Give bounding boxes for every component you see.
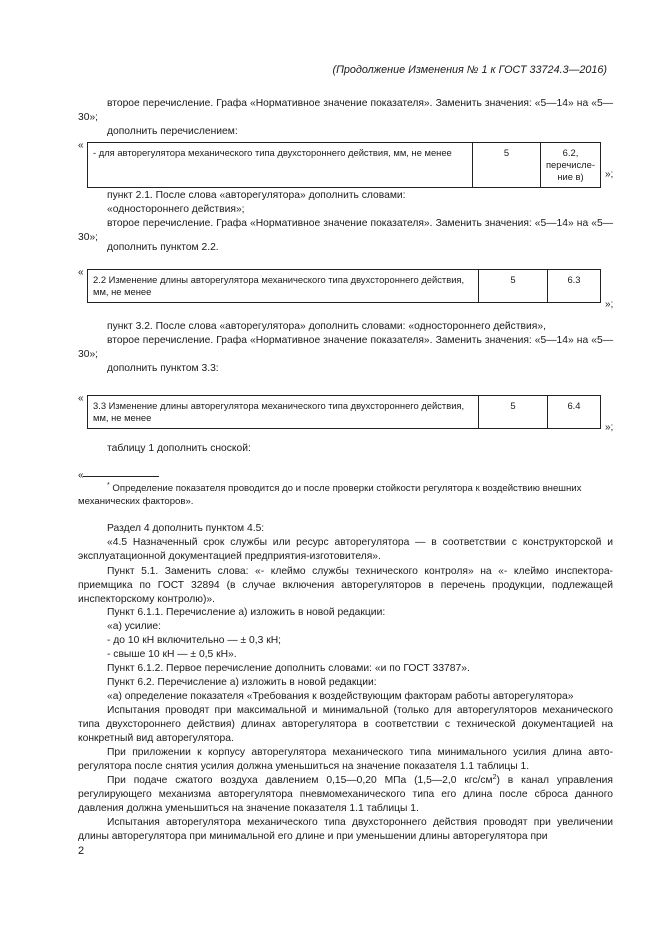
table-cell-ref: 6.3 [548, 270, 601, 303]
paragraph-add-clause-3-3: дополнить пунктом 3.3: [107, 363, 219, 374]
paragraph-min-force: При приложении к корпусу авторегулятора механического типа минимального усилия длина авторегулятора после снятия усилия должна уменьшиться на значение показателя 1.1 таблицы 1. [78, 747, 613, 772]
page-number: 2 [78, 845, 85, 857]
paragraph-force: «а) усилие: [107, 621, 162, 632]
footnote-mark: * [107, 482, 110, 489]
quote-close-2: »; [605, 299, 614, 310]
superscript-2: 2 [492, 774, 497, 781]
paragraph-force-over-10kn: - свыше 10 кН — ± 0,5 кН». [107, 649, 237, 660]
table-cell-name: 2.2 Изменение длины авторегулятора механического типа двухстороннего действия, мм, не менее [88, 270, 479, 303]
footnote [78, 479, 613, 508]
table-cell-value: 5 [472, 143, 540, 188]
quote-open-1: « [78, 140, 84, 151]
table-cell-name: 3.3 Изменение длины авторегулятора механического типа двухстороннего действия, мм, не менее [88, 396, 479, 429]
paragraph-add-clause-2-2: дополнить пунктом 2.2. [107, 242, 219, 253]
paragraph-second-enumeration-3: второе перечисление. Графа «Нормативное значение показателя». Заменить значения: «5—14» на «5—30»; [78, 335, 613, 360]
paragraph-clause-2-1: пункт 2.1. После слова «авторегулятора» дополнить словами: [107, 190, 406, 201]
paragraph-force-10kn: - до 10 кН включительно — ± 0,3 кН; [107, 635, 281, 646]
table-cell-value: 5 [479, 270, 548, 303]
paragraph-clause-4-5: «4.5 Назначенный срок службы или ресурс авторегулятора — в соответствии с конструкторской и эксплуатационной документацией предприятия-изготовителя». [78, 537, 613, 562]
compressed-air-text-1: При подаче сжатого воздуха давлением 0,15—0,20 МПа (1,5—2,0 кгс/см [107, 775, 493, 786]
running-header: (Продолжение Изменения № 1 к ГОСТ 33724.3—2016) [332, 64, 607, 76]
quote-close-1: »; [605, 169, 614, 180]
compressed-air-text-2: ) в канал управления регулирующего механизма авторегулятора пневмомеханического типа его длина после сброса данного давления должна уменьшиться на значение показателя 1.1 таблицы 1. [78, 775, 613, 814]
table-row [88, 396, 601, 429]
footnote-text: Определение показателя проводится до и после проверки стойкости регулятора к воздействию внешних механических факторов». [78, 483, 582, 507]
paragraph-clause-6-1-2: Пункт 6.1.2. Первое перечисление дополнить словами: «и по ГОСТ 33787». [107, 663, 470, 674]
quote-open-2: « [78, 267, 84, 278]
amendment-table-2 [87, 269, 601, 303]
quote-open-3: « [78, 393, 84, 404]
quote-close-3: »; [605, 422, 614, 433]
footnote-quote: « [78, 470, 84, 481]
table-cell-name: - для авторегулятора механического типа двухстороннего действия, мм, не менее [88, 143, 473, 188]
footnote-divider [83, 476, 159, 477]
table-cell-value: 5 [479, 396, 548, 429]
table-cell-ref: 6.2, перечисление в) [540, 143, 600, 188]
paragraph-second-enumeration-2: второе перечисление. Графа «Нормативное значение показателя». Заменить значения: «5—14» на «5—30»; [78, 218, 613, 243]
paragraph-add-enumeration: дополнить перечислением: [107, 126, 238, 137]
paragraph-compressed-air [78, 774, 613, 816]
paragraph-section-4: Раздел 4 дополнить пунктом 4.5: [107, 523, 265, 534]
table-row [88, 270, 601, 303]
paragraph-definition: «а) определение показателя «Требования к воздействующим факторам работы авторегулятора» [107, 691, 574, 702]
paragraph-table1-footnote: таблицу 1 дополнить сноской: [107, 443, 251, 454]
amendment-table-1 [87, 142, 601, 188]
table-row [88, 143, 601, 188]
paragraph-clause-6-2: Пункт 6.2. Перечисление а) изложить в новой редакции: [107, 677, 377, 688]
paragraph-clause-6-1-1: Пункт 6.1.1. Перечисление а) изложить в новой редакции: [107, 607, 386, 618]
paragraph-one-sided: «одностороннего действия»; [107, 204, 245, 215]
paragraph-two-sided-tests: Испытания авторегулятора механического типа двухстороннего действия проводят при увеличении длины авторегулятора при минимальной его длине и при уменьшении длины авторегулятора при [78, 817, 613, 842]
paragraph-clause-3-2: пункт 3.2. После слова «авторегулятора» дополнить словами: «одностороннего действия», [107, 321, 546, 332]
amendment-table-3 [87, 395, 601, 429]
paragraph-tests-lengths: Испытания проводят при максимальной и минимальной (только для авторегуляторов механического типа двухстороннего действия) длинах авторегулятора в соответствии с технической документацией на конкретный вид авторегулятора. [78, 705, 613, 744]
paragraph-second-enumeration-1: второе перечисление. Графа «Нормативное значение показателя». Заменить значения: «5—14» на «5—30»; [78, 98, 613, 123]
table-cell-ref: 6.4 [548, 396, 601, 429]
paragraph-clause-5-1: Пункт 5.1. Заменить слова: «- клеймо службы технического контроля» на «- клеймо инспектора-приемщика по ГОСТ 32894 (в случае включения авторегуляторов в перечень продукции, подлежащей инспекторскому контролю)». [78, 566, 613, 605]
